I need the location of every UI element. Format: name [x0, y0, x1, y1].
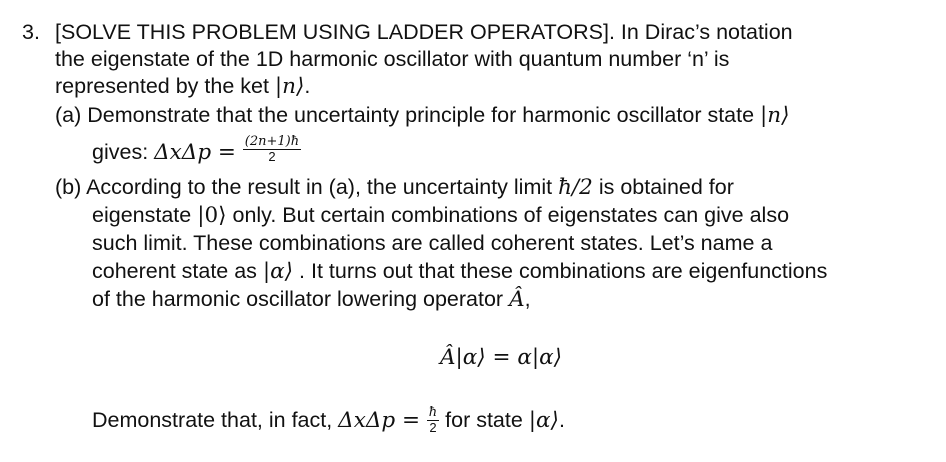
final-text: Demonstrate that, in fact, — [92, 408, 339, 433]
lowering-operator: Â — [509, 287, 525, 312]
part-b-line-5 — [92, 286, 531, 313]
part-b-text-2: eigenstate — [92, 203, 198, 227]
ket-n: |n⟩ — [274, 74, 305, 99]
final-text-mid: for state — [439, 408, 529, 433]
ket-alpha: |α⟩ — [262, 259, 294, 284]
part-a-text: (a) Demonstrate that the uncertainty principle for harmonic oscillator state — [55, 103, 761, 127]
intro-line-2: the eigenstate of the 1D harmonic oscillator with quantum number ‘n’ is — [55, 47, 730, 71]
final-fraction — [427, 406, 439, 435]
final-denominator: 2 — [429, 420, 437, 435]
final-ket-alpha: |α⟩ — [528, 408, 559, 434]
hbar-over-2: ħ/2 — [558, 175, 593, 200]
final-text-end: . — [558, 408, 565, 433]
part-b-line-4 — [92, 258, 827, 285]
part-a-fraction — [243, 135, 301, 164]
part-b-text-2b: only. But certain combinations of eigenstates can give also — [226, 203, 790, 227]
intro-line-3-text: represented by the ket — [55, 74, 275, 98]
part-a-equation: ΔxΔp = — [154, 140, 243, 166]
final-line — [92, 407, 565, 436]
part-a-line-1 — [55, 102, 790, 129]
final-equation: ΔxΔp = — [338, 408, 427, 434]
ket-zero: |0⟩ — [197, 203, 227, 228]
intro-line-3-end: . — [304, 74, 311, 98]
part-b-line-3: such limit. These combinations are called coherent states. Let’s name a — [92, 231, 773, 255]
part-b-line-1 — [55, 174, 734, 201]
problem-number: 3. — [22, 20, 40, 44]
part-b-line-2 — [92, 202, 789, 229]
part-a-denominator: 2 — [268, 149, 276, 164]
part-b-text-5b: , — [524, 287, 531, 311]
part-b-text-4b: . It turns out that these combinations are eigenfunctions — [293, 259, 828, 283]
part-b-text-5: of the harmonic oscillator lowering operator — [92, 287, 510, 311]
part-a-gives: gives: — [92, 140, 155, 165]
part-a-numerator: (2n+1)ħ — [244, 134, 300, 149]
eigen-equation: Â|α⟩ = α|α⟩ — [440, 345, 563, 370]
final-numerator: ħ — [428, 405, 438, 420]
part-b-text-1: (b) According to the result in (a), the uncertainty limit — [55, 175, 559, 199]
intro-line-1: [SOLVE THIS PROBLEM USING LADDER OPERATORS]. In Dirac’s notation — [55, 20, 793, 44]
intro-line-3 — [55, 73, 310, 100]
part-b-text-1b: is obtained for — [592, 175, 734, 199]
part-a-ket: |n⟩ — [760, 103, 790, 128]
part-a-line-2 — [92, 134, 301, 168]
part-b-text-4: coherent state as — [92, 259, 263, 283]
